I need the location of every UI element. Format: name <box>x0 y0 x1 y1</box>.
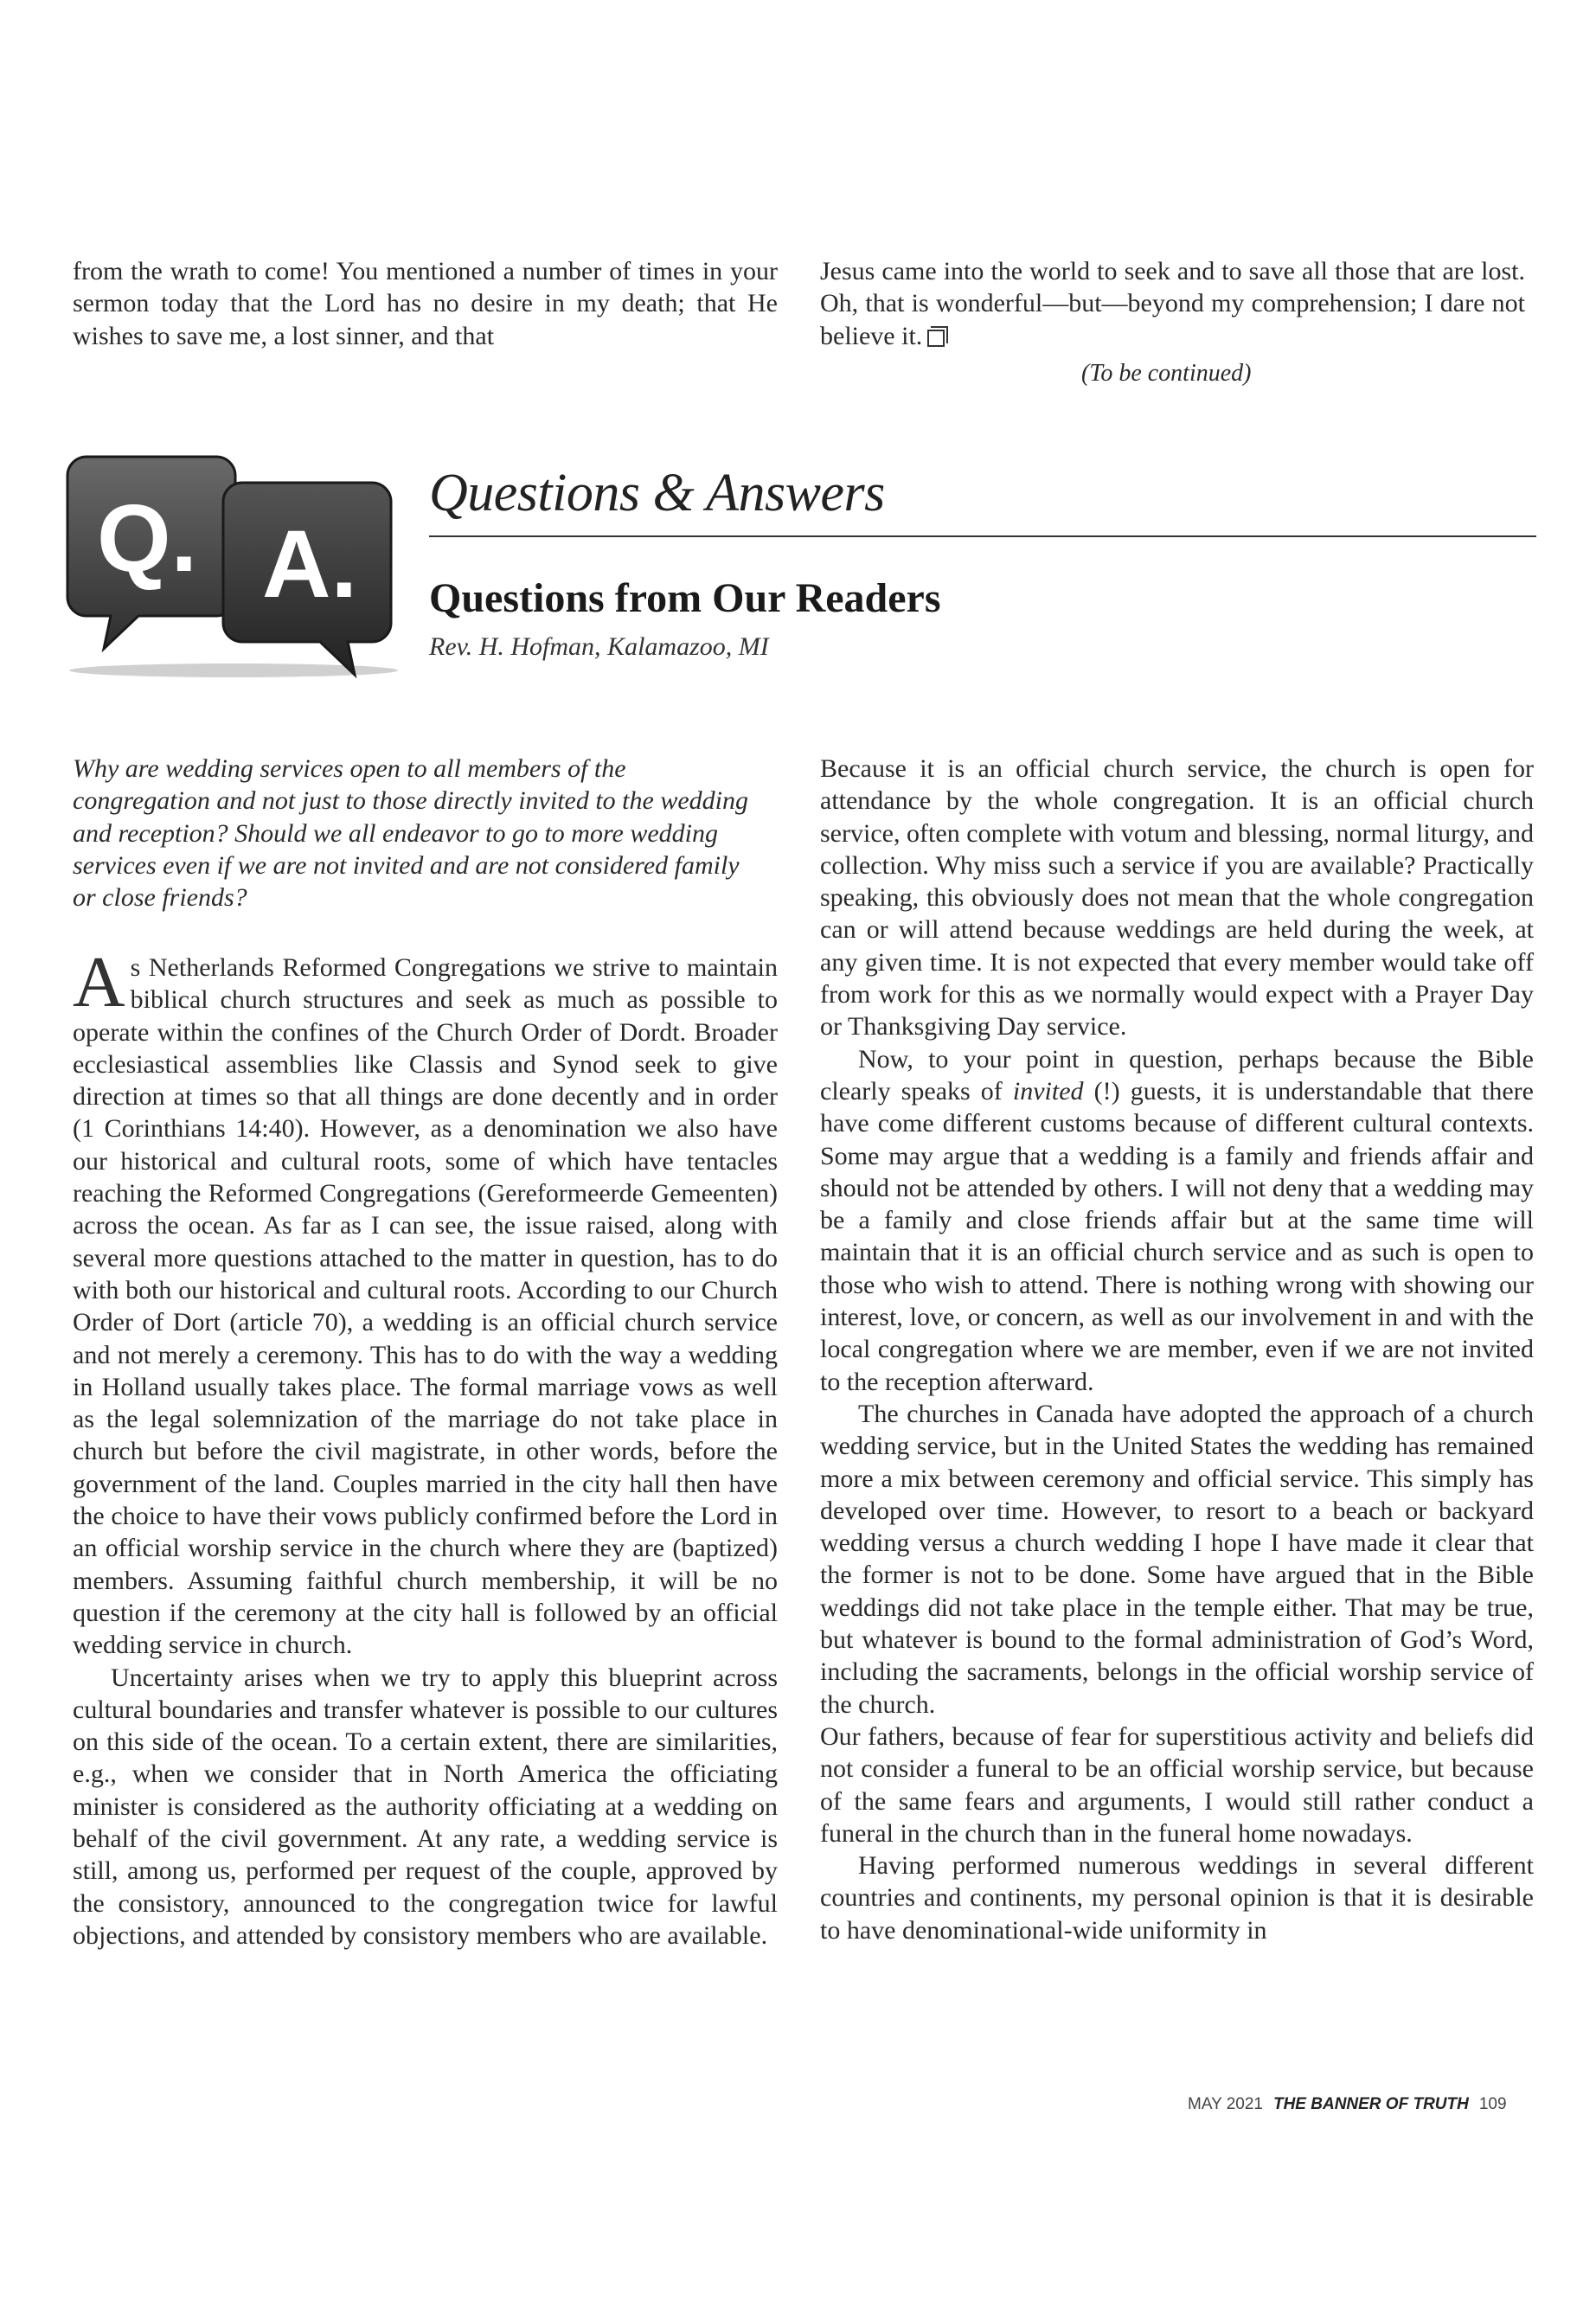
body-paragraph: The churches in Canada have adopted the approach of a church wedding service, but in the United States the wedding has remained more a mix between ceremony and official service. This simply has developed over time. However, to resort to a beach or backyard wedding versus a church wedding I hope I have made it clear that the former is not to be done. Some have argued that in the Bible weddings did not take place in the temple either. That may be true, but whatever is bound to the formal administration of God’s Word, including the sacraments, belongs in the official worship service of the church. <box>820 1399 1534 1719</box>
carryover-paragraph-right <box>820 255 1525 352</box>
article-title: Questions from Our Readers <box>429 575 941 621</box>
body-paragraph <box>73 942 778 1662</box>
magazine-name: THE BANNER OF TRUTH <box>1272 2095 1469 2113</box>
article-byline: Rev. H. Hofman, Kalamazoo, MI <box>429 632 769 661</box>
end-mark-icon <box>927 330 945 347</box>
carryover-paragraph-left: from the wrath to come! You mentioned a number of times in your sermon today that the Lord has no desire in my death; that He wishes to save me, a lost sinner, and that <box>73 257 778 350</box>
article-column-right <box>820 753 1534 1946</box>
carryover-text-left <box>73 255 778 352</box>
q-letter: Q. <box>96 485 198 592</box>
body-paragraph: Our fathers, because of fear for superstitious activity and beliefs did not consider a funeral to be an official worship service, but because of the same fears and arguments, I would still rather conduct a funeral in the church than in the funeral home nowadays. <box>820 1721 1534 1848</box>
page-footer <box>1188 2095 1507 2114</box>
article-column-left <box>73 942 778 1952</box>
section-divider <box>429 535 1536 537</box>
a-letter: A. <box>262 511 357 618</box>
reader-question: Why are wedding services open to all members of the congregation and not just to those directly invited to the wedding and reception? Should we all endeavor to go to more wedding services even if we are not invited and are not considered family or close friends? <box>73 754 748 913</box>
paragraph-text: Now, to your point in question, perhaps because the Bible clearly speaks of <box>820 1044 1534 1106</box>
to-be-continued: (To be continued) <box>1081 360 1252 387</box>
emphasis-text: invited <box>1012 1076 1084 1106</box>
section-title: Questions & Answers <box>429 464 885 522</box>
issue-date: MAY 2021 <box>1188 2095 1263 2113</box>
carryover-text-right <box>820 255 1525 352</box>
carryover-text: Jesus came into the world to seek and to save all those that are lost. Oh, that is wonderful—but—beyond my comprehension; I dare not believe it. <box>820 257 1525 350</box>
speech-bubbles-icon <box>61 450 407 683</box>
body-paragraph <box>820 1043 1534 1398</box>
paragraph-text: (!) guests, it is understandable that there have come different customs because of different cultural contexts. Some may argue that a wedding is a family and friends affair and should not be attended by others. I will not deny that a wedding may be a family and close friends affair but at the same time will maintain that it is an official church service and as such is open to those who wish to attend. There is nothing wrong with showing our interest, love, or concern, as well as our involvement in and with the local congregation where we are member, even if we are not invited to the reception afterward. <box>820 1076 1534 1396</box>
page-number: 109 <box>1478 2095 1507 2113</box>
body-paragraph: Because it is an official church service, the church is open for attendance by the whole congregation. It is an official church service, often complete with votum and blessing, normal liturgy, and collection. Why miss such a service if you are available? Practically speaking, this obviously does not mean that the whole congregation can or will attend because weddings are held during the week, at any given time. It is not expected that every member would take off from work for this as we normally would expect with a Prayer Day or Thanksgiving Day service. <box>820 754 1534 1042</box>
paragraph-text: s Netherlands Reformed Congregations we strive to maintain biblical church structures and seek as much as possible to operate within the confines of the Church Order of Dordt. Broader ecclesiastical assemblies like Classis and Synod seek to give direction at times so that all things are done decently and in order (1 Corinthians 14:40). However, as a denomination we also have our historical and cultural roots, some of which have tentacles reaching the Reformed Congregations (Gereformeerde Gemeenten) across the ocean. As far as I can see, the issue raised, along with several more questions attached to the matter in question, has to do with both our historical and cultural roots. According to our Church Order of Dort (article 70), a wedding is an official church service and not merely a ceremony. This has to do with the way a wedding in Holland usually takes place. The formal marriage vows as well as the legal solemnization of the marriage do not take place in church but before the civil magistrate, in other words, before the government of the land. Couples married in the city hall then have the choice to have their vows publicly confirmed before the Lord in an official worship service in the church where they are (baptized) members. Assuming faithful church membership, it will be no question if the ceremony at the city hall is followed by an official wedding service in church. <box>73 953 778 1660</box>
drop-cap: A <box>73 942 125 1022</box>
body-paragraph: Uncertainty arises when we try to apply this blueprint across cultural boundaries and transfer whatever is possible to our cultures on this side of the ocean. To a certain extent, there are similarities, e.g., when we consider that in North America the officiating minister is considered as the authority officiating at a wedding on behalf of the civil government. At any rate, a wedding service is still, among us, performed per request of the couple, approved by the consistory, announced to the congregation twice for lawful objections, and attended by consistory members who are available. <box>73 1663 778 1950</box>
body-paragraph: Having performed numerous weddings in several different countries and continents, my personal opinion is that it is desirable to have denominational-wide uniformity in <box>820 1851 1534 1945</box>
